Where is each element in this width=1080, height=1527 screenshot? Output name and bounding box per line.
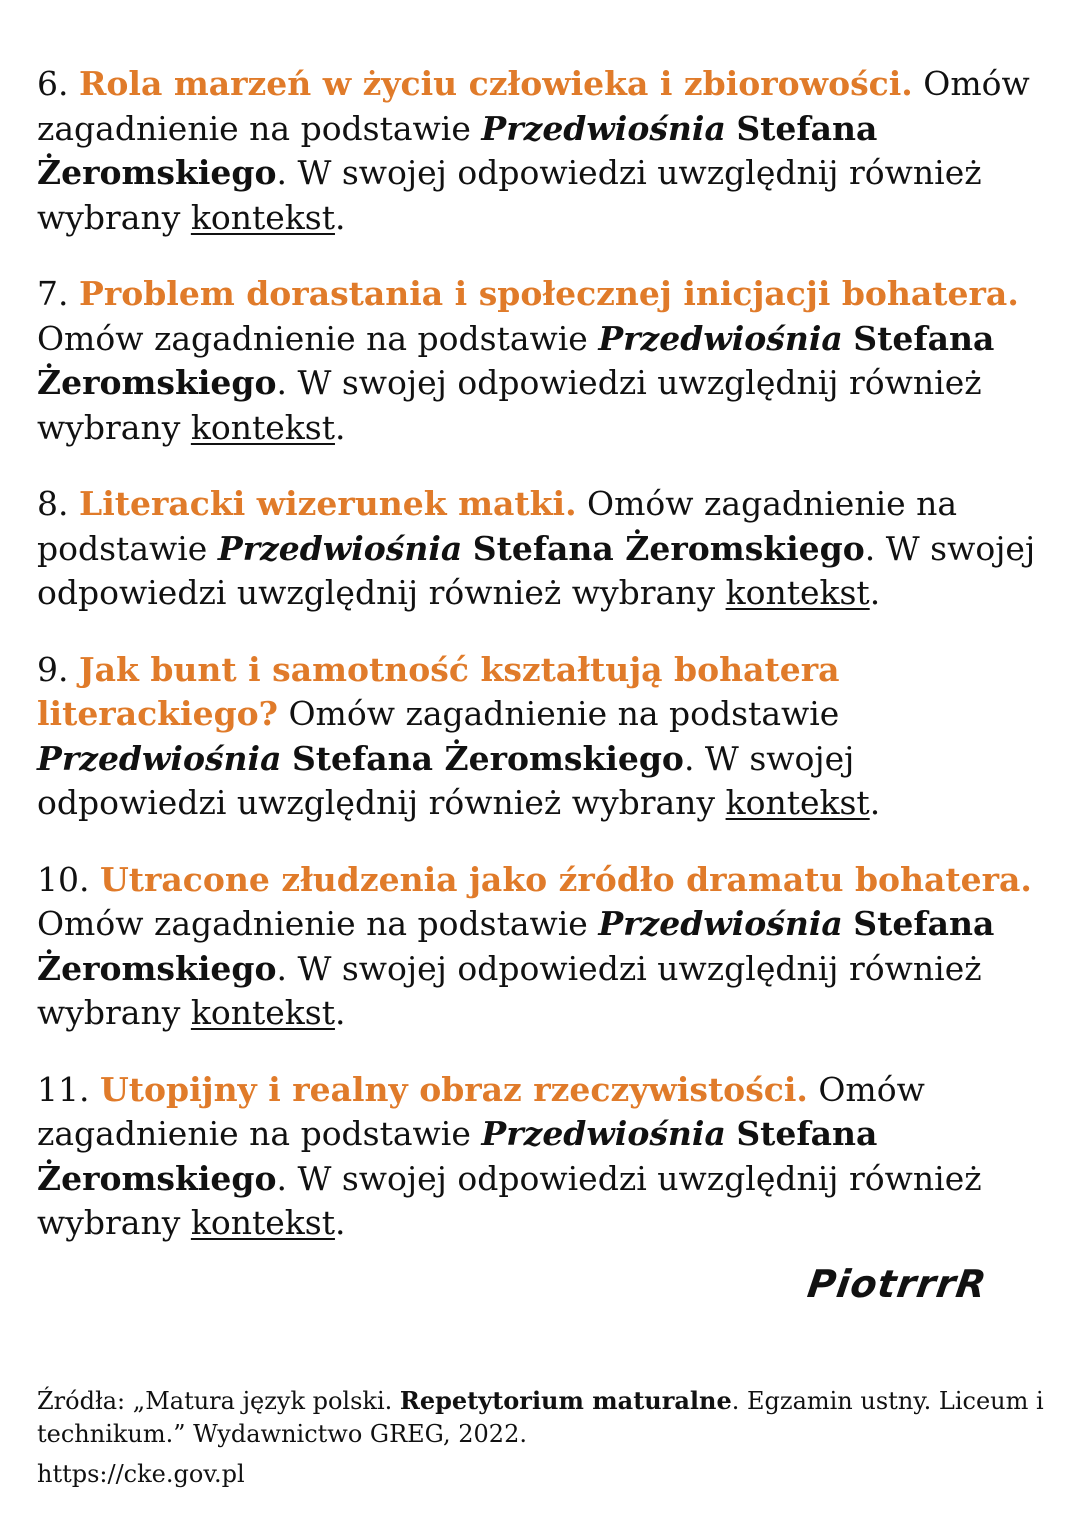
item-number: 8. (37, 484, 69, 523)
context-link: kontekst (190, 1203, 335, 1242)
author-name: Stefana Żeromskiego (37, 108, 878, 192)
item-text: . W swojej odpowiedzi uwzględnij również wybrany (37, 948, 982, 1032)
context-link: kontekst (190, 993, 335, 1032)
item-number: 10. (37, 859, 90, 899)
context-link: kontekst (725, 573, 870, 612)
topic-title: Rola marzeń w życiu człowieka i zbiorowości. (79, 64, 913, 103)
topic-item-9 (37, 648, 1047, 826)
item-text: . W swojej odpowiedzi uwzględnij również wybrany (37, 1158, 982, 1242)
work-title: Przedwiośnia (217, 528, 463, 568)
sources-note (37, 1384, 1047, 1451)
sources-prefix: Źródła: „Matura język polski. (37, 1387, 400, 1415)
item-end: . (334, 407, 346, 447)
author-name: Stefana Żeromskiego (37, 1114, 878, 1198)
topic-item-8 (37, 482, 1047, 616)
item-end: . (869, 573, 881, 612)
sources-suffix: . Egzamin ustny. Liceum i technikum.” Wydawnictwo GREG, 2022. (37, 1387, 1044, 1448)
author-name: Stefana Żeromskiego (37, 318, 995, 402)
topic-title: Problem dorastania i społecznej inicjacji bohatera. (79, 274, 1019, 313)
item-number: 9. (37, 649, 69, 689)
work-title: Przedwiośnia (598, 904, 843, 943)
item-text: . W swojej odpowiedzi uwzględnij również wybrany (37, 738, 855, 822)
context-link: kontekst (190, 197, 335, 237)
work-title: Przedwiośnia (481, 1114, 726, 1153)
item-end: . (334, 1203, 346, 1242)
item-end: . (334, 197, 346, 237)
author-name: Stefana Żeromskiego (291, 738, 684, 778)
context-link: kontekst (190, 407, 335, 447)
topic-title: Utopijny i realny obraz rzeczywistości. (99, 1069, 808, 1109)
topic-list (37, 62, 1047, 1278)
context-link: kontekst (725, 783, 870, 822)
item-text: Omów zagadnienie na podstawie (37, 318, 599, 358)
topic-item-7 (37, 272, 1047, 450)
work-title: Przedwiośnia (37, 738, 282, 778)
work-title: Przedwiośnia (598, 318, 843, 358)
topic-title: Utracone złudzenia jako źródło dramatu bohatera. (99, 859, 1032, 899)
item-text: Omów zagadnienie na podstawie (37, 64, 1030, 148)
topic-item-11 (37, 1068, 1047, 1246)
item-text: Omów zagadnienie na podstawie (37, 904, 599, 943)
item-number: 7. (37, 274, 69, 313)
item-text: . W swojej odpowiedzi uwzględnij również wybrany (37, 363, 982, 447)
item-text: . W swojej odpowiedzi uwzględnij również wybrany (37, 153, 982, 237)
item-text: Omów zagadnienie na podstawie (37, 1069, 925, 1153)
item-end: . (334, 993, 346, 1032)
item-number: 6. (37, 64, 69, 103)
work-title: Przedwiośnia (481, 108, 726, 148)
author-signature: PiotrrrR (804, 1262, 990, 1306)
source-url: https://cke.gov.pl (37, 1460, 245, 1488)
topic-title: Literacki wizerunek matki. (79, 484, 577, 523)
author-name: Stefana Żeromskiego (37, 904, 995, 988)
sources-bold-title: Repetytorium maturalne (399, 1386, 732, 1415)
item-end: . (869, 783, 881, 822)
topic-item-10 (37, 858, 1047, 1036)
item-text: . W swojej odpowiedzi uwzględnij również wybrany (37, 528, 1036, 612)
item-text: Omów zagadnienie na podstawie (278, 694, 840, 733)
topic-title: Jak bunt i samotność kształtują bohatera literackiego? (37, 649, 840, 733)
item-text: Omów zagadnienie na podstawie (37, 484, 958, 568)
author-name: Stefana Żeromskiego (472, 528, 865, 568)
item-number: 11. (37, 1069, 90, 1109)
topic-item-6 (37, 62, 1047, 240)
